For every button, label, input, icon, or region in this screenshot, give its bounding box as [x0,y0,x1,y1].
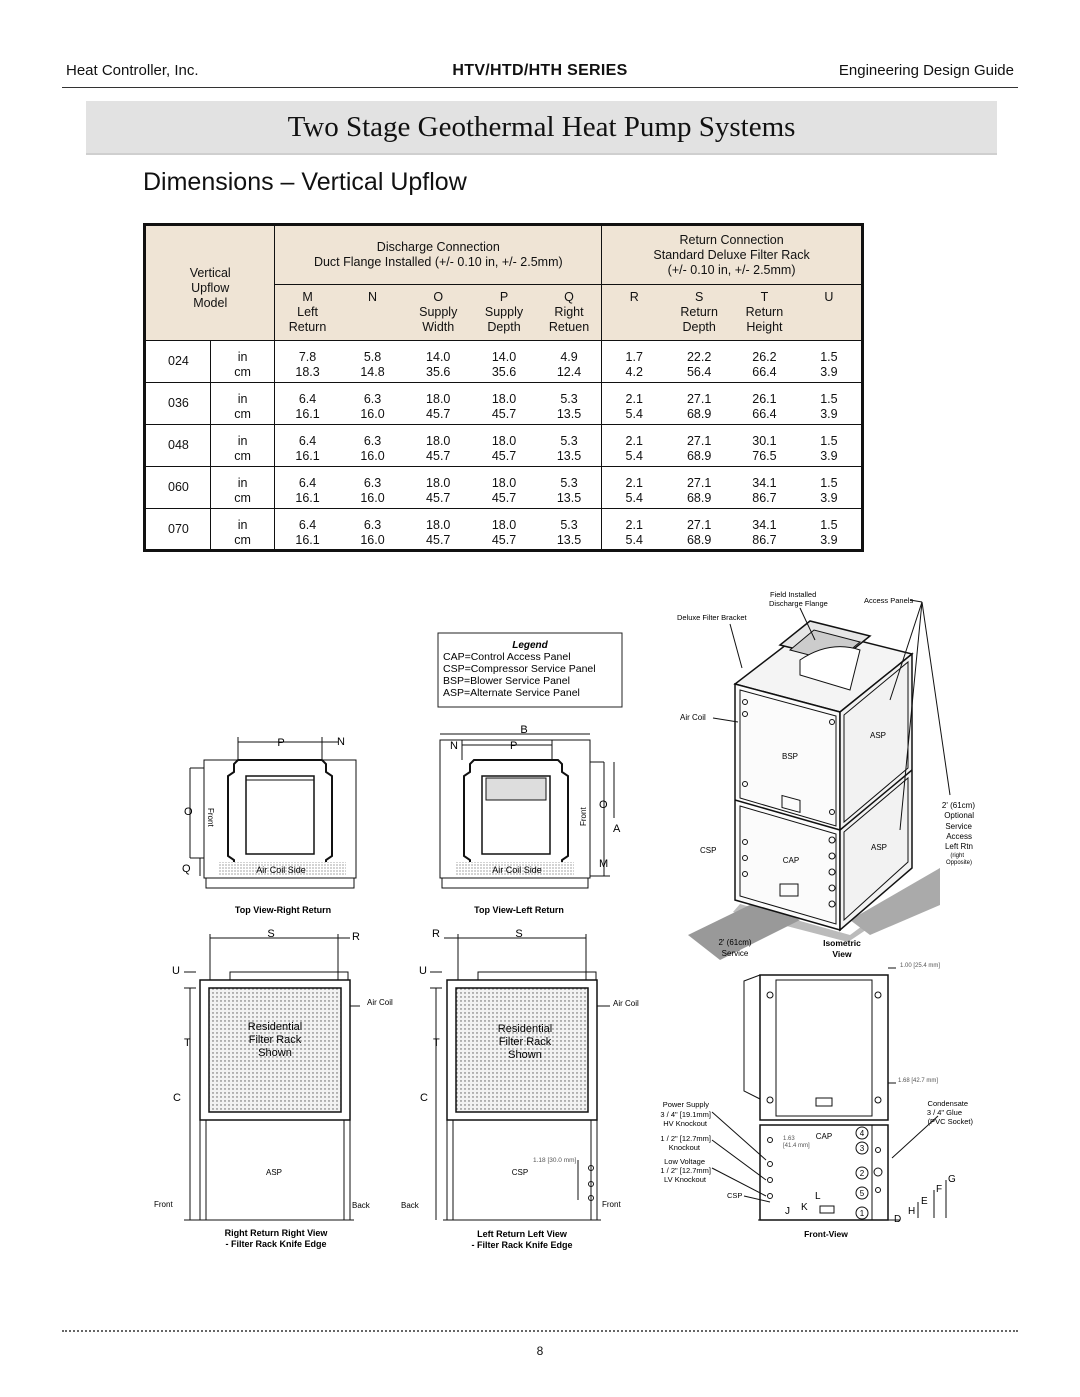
value-cell: 18.0 [491,391,517,406]
value-cell: 13.5 [537,533,602,551]
value-cell: 5.3 [537,509,602,533]
optional-service-label: Optional [944,811,974,820]
access-panels-label: Access Panels [864,596,914,605]
dim-b-label: B [520,724,528,736]
value-cell: 3.9 [797,449,863,467]
air-coil-label: Air Coil [613,999,639,1008]
filter-rack-label: Shown [508,1049,542,1061]
unit-cell: cm [210,533,275,551]
right-opposite-label: Opposite) [945,860,972,866]
front-label: Front [602,1200,621,1209]
value-cell: 14.0 [491,349,517,364]
column-header-line: Retuen [548,320,590,334]
unit-cell: in [210,383,275,407]
value-cell: 12.4 [537,365,602,383]
legend-title: Legend [512,640,548,651]
circle-4-label: 4 [859,1129,865,1138]
condensate-label: (PVC Socket) [927,1117,973,1126]
column-header-line: Width [422,320,455,334]
filter-rack-label: Residential [497,1023,553,1035]
value-cell: 18.0 [491,433,517,448]
value-cell: 6.3 [363,475,382,490]
air-coil-side-label: Air Coil Side [492,865,542,875]
csp-label: CSP [727,1191,743,1200]
return-group-line: Return Connection [679,232,784,247]
value-cell: 2.1 [625,391,643,406]
front-label: Front [579,807,588,826]
column-header-line: Return [680,305,718,319]
model-cell: 024 [145,341,211,383]
value-cell: 16.1 [275,407,340,425]
value-cell: 1.7 [625,349,643,364]
cap-label: CAP [815,1132,833,1141]
field-installed-label: Field Installed [770,590,817,599]
value-cell: 5.4 [602,449,667,467]
front-view-caption: Front-View [804,1229,848,1239]
value-cell: 18.0 [491,517,517,532]
value-cell: 45.7 [405,449,471,467]
unit-cell: cm [210,365,275,383]
condensate-label: 3 / 4" Glue [926,1108,962,1117]
value-cell: 3.9 [797,365,863,383]
value-cell: 6.4 [298,391,317,406]
circle-1-label: 1 [859,1209,865,1218]
model-cell: 070 [145,509,211,551]
air-coil-label: Air Coil [367,998,393,1007]
value-cell: 6.4 [298,475,317,490]
column-header-line: Return [745,305,784,319]
value-cell: 18.3 [275,365,340,383]
column-header-line: M [302,290,313,304]
top-view-left-caption: Top View-Left Return [474,905,564,915]
value-cell: 6.3 [363,391,382,406]
unit-cell: cm [210,407,275,425]
asp-label: ASP [870,843,888,852]
value-cell: 35.6 [405,365,471,383]
column-header-line: Return [288,320,327,334]
unit-cell: in [210,467,275,491]
dim-q-label: Q [182,863,191,875]
value-cell: 5.4 [602,491,667,509]
return-group-line: Standard Deluxe Filter Rack [653,247,810,262]
top-view-right-caption: Top View-Right Return [234,905,332,915]
dim-o-label: O [599,799,608,811]
footer-rule [62,1330,1018,1332]
service-label: 2' (61cm) [718,938,752,947]
value-cell: 13.5 [537,491,602,509]
low-voltage-label: LV Knockout [664,1175,706,1184]
value-cell: 16.0 [340,449,406,467]
knockout-label: Knockout [668,1143,700,1152]
value-cell: 45.7 [471,407,537,425]
legend-line: ASP=Alternate Service Panel [443,687,580,699]
circle-3-label: 3 [859,1144,865,1153]
left-view-caption: - Filter Rack Knife Edge [471,1240,573,1250]
value-cell: 4.2 [602,365,667,383]
value-cell: 1.5 [820,391,838,406]
value-cell: 16.1 [275,533,340,551]
dim-n-label: N [450,740,458,752]
value-cell: 45.7 [471,449,537,467]
section-title: Dimensions – Vertical Upflow [143,168,467,196]
side-view-left-return [430,934,610,1220]
optional-service-label: 2' (61cm) [941,801,975,810]
value-cell: 2.1 [625,433,643,448]
dim-s-label: S [515,928,523,940]
value-cell: 27.1 [686,391,712,406]
dim-118-label: 1.18 [30.0 mm] [533,1157,577,1164]
legend-line: BSP=Blower Service Panel [443,675,570,687]
asp-label: ASP [265,1168,283,1177]
value-cell: 45.7 [405,407,471,425]
back-label: Back [352,1201,370,1210]
value-cell: 5.3 [537,383,602,407]
value-cell: 16.0 [340,491,406,509]
value-cell: 18.0 [426,517,451,532]
value-cell: 66.4 [732,407,797,425]
value-cell: 45.7 [405,533,471,551]
value-cell: 56.4 [666,365,732,383]
value-cell: 13.5 [537,407,602,425]
model-cell: 036 [145,383,211,425]
circle-2-label: 2 [859,1169,865,1178]
value-cell: 6.4 [298,517,317,532]
dim-m-label: M [599,858,609,870]
cap-label: CAP [782,856,800,865]
front-label: Front [154,1200,173,1209]
value-cell: 18.0 [426,391,451,406]
value-cell: 16.1 [275,449,340,467]
model-cell: 060 [145,467,211,509]
value-cell: 1.5 [820,433,838,448]
value-cell: 27.1 [686,433,712,448]
dim-n-label: N [337,736,345,748]
dim-100-label: 1.00 [25.4 mm] [900,963,941,969]
value-cell: 45.7 [471,491,537,509]
value-cell: 30.1 [752,433,777,448]
column-header-line: Supply [484,305,524,319]
value-cell: 68.9 [666,533,732,551]
dim-p-label: P [510,740,518,752]
value-cell: 45.7 [471,533,537,551]
value-cell: 68.9 [666,491,732,509]
low-voltage-label: Low Voltage [664,1157,705,1166]
dim-t-label: T [433,1037,440,1049]
unit-cell: in [210,509,275,533]
circle-5-label: 5 [859,1189,865,1198]
column-header-line: Depth [682,320,716,334]
page-number: 8 [536,1344,544,1358]
value-cell: 18.0 [426,433,451,448]
dim-s-label: S [267,928,275,940]
column-header-line: T [760,290,769,304]
value-cell: 5.8 [363,349,382,364]
power-supply-label: HV Knockout [663,1119,707,1128]
dim-g-label: G [948,1174,956,1185]
model-header-line: Model [193,295,228,310]
column-header-line: U [824,290,834,304]
condensate-label: Condensate [927,1099,968,1108]
value-cell: 3.9 [797,407,863,425]
column-header-line: Q [564,290,574,304]
isometric-caption: View [832,949,852,959]
power-supply-label: 3 / 4" [19.1mm] [660,1110,711,1119]
dim-j-label: J [785,1206,790,1217]
right-view-caption: Right Return Right View [224,1228,328,1238]
value-cell: 5.3 [537,425,602,449]
value-cell: 66.4 [732,365,797,383]
isometric-caption: Isometric [823,938,861,948]
dim-l-label: L [815,1191,821,1202]
dim-t-label: T [184,1037,191,1049]
filter-rack-label: Residential [247,1021,303,1033]
return-group-line: (+/- 0.10 in, +/- 2.5mm) [667,262,796,277]
column-header-line: Supply [419,305,458,319]
filter-rack-label: Filter Rack [248,1034,302,1046]
dim-h-label: H [908,1206,916,1217]
value-cell: 1.5 [820,349,838,364]
value-cell: 4.9 [537,341,602,365]
value-cell: 68.9 [666,407,732,425]
column-header-line: Left [297,305,318,319]
column-header-line: Depth [487,320,521,334]
front-view [712,968,946,1220]
column-header-line: R [629,290,639,304]
dim-163-label: [41.4 mm] [783,1143,810,1149]
front-label: Front [206,808,215,827]
csp-label: CSP [511,1168,529,1177]
value-cell: 86.7 [732,491,797,509]
isometric-view [688,600,950,960]
value-cell: 34.1 [752,517,777,532]
value-cell: 76.5 [732,449,797,467]
value-cell: 5.4 [602,407,667,425]
value-cell: 27.1 [686,517,712,532]
value-cell: 13.5 [537,449,602,467]
csp-label: CSP [700,846,717,855]
air-coil-label: Air Coil [680,713,706,722]
value-cell: 14.0 [426,349,451,364]
air-coil-side-label: Air Coil Side [256,865,306,875]
value-cell: 6.4 [298,433,317,448]
service-label: Service [721,949,749,958]
dim-163-label: 1.63 [783,1136,795,1142]
power-supply-label: Power Supply [662,1100,709,1109]
dim-r-label: R [352,931,360,943]
column-header-line: P [499,290,509,304]
dim-c-label: C [420,1092,428,1104]
column-header-line: S [694,290,704,304]
column-header-line: Right [554,305,584,319]
dim-168-label: 1.68 [42.7 mm] [898,1078,939,1084]
value-cell: 16.0 [340,407,406,425]
right-view-caption: - Filter Rack Knife Edge [225,1239,327,1249]
value-cell: 18.0 [491,475,517,490]
model-cell: 048 [145,425,211,467]
value-cell: 35.6 [471,365,537,383]
discharge-group-line: Discharge Connection [376,240,500,254]
value-cell: 2.1 [625,475,643,490]
value-cell: 27.1 [686,475,712,490]
knockout-label: 1 / 2" [12.7mm] [660,1134,711,1143]
value-cell: 5.3 [537,467,602,491]
value-cell: 18.0 [426,475,451,490]
value-cell: 68.9 [666,449,732,467]
company-name: Heat Controller, Inc. [66,62,199,79]
value-cell: 6.3 [363,433,382,448]
value-cell: 45.7 [405,491,471,509]
legend-line: CSP=Compressor Service Panel [443,663,596,675]
column-header-line: O [433,290,444,304]
value-cell: 7.8 [298,349,317,364]
guide-title: Engineering Design Guide [838,62,1014,79]
legend-box [438,633,622,707]
dim-d-label: D [894,1214,902,1225]
value-cell: 6.3 [363,517,382,532]
bsp-label: BSP [781,752,799,761]
left-view-caption: Left Return Left View [477,1229,567,1239]
value-cell: 2.1 [625,517,643,532]
value-cell: 34.1 [752,475,777,490]
right-opposite-label: (right [950,853,964,859]
value-cell: 86.7 [732,533,797,551]
value-cell: 22.2 [686,349,712,364]
discharge-group-line: Duct Flange Installed (+/- 0.10 in, +/- 2.5mm) [313,255,563,269]
model-header-line: Vertical [189,265,231,280]
dim-u-label: U [172,965,180,977]
value-cell: 26.2 [752,349,777,364]
unit-cell: cm [210,449,275,467]
dim-k-label: K [801,1202,808,1213]
optional-service-label: Access [946,832,972,841]
low-voltage-label: 1 / 2" [12.7mm] [660,1166,711,1175]
unit-cell: in [210,425,275,449]
front-view-labels [660,963,973,1239]
optional-service-label: Service [945,822,972,831]
discharge-flange-label: Discharge Flange [769,599,828,608]
page-banner-title: Two Stage Geothermal Heat Pump Systems [86,101,997,155]
dim-u-label: U [419,965,427,977]
side-view-right-return [184,934,360,1220]
filter-rack-label: Shown [258,1047,292,1059]
value-cell: 1.5 [820,517,838,532]
value-cell: 3.9 [797,491,863,509]
dim-r-label: R [432,928,440,940]
value-cell: 3.9 [797,533,863,551]
value-cell: 1.5 [820,475,838,490]
column-header-line: N [368,290,378,304]
unit-cell: in [210,341,275,365]
value-cell: 26.1 [752,391,777,406]
back-label: Back [401,1201,419,1210]
model-header-line: Upflow [191,280,230,295]
filter-rack-label: Filter Rack [498,1036,552,1048]
dim-p-label: P [277,737,285,749]
dim-o-label: O [184,806,193,818]
dim-c-label: C [173,1092,181,1104]
unit-cell: cm [210,491,275,509]
legend-line: CAP=Control Access Panel [443,651,571,663]
series-title: HTV/HTD/HTH SERIES [452,62,628,79]
column-header-line: Height [746,320,783,334]
asp-label: ASP [869,731,887,740]
top-view-left-labels [450,724,621,915]
value-cell: 16.1 [275,491,340,509]
dim-f-label: F [936,1184,943,1195]
value-cell: 16.0 [340,533,406,551]
deluxe-filter-bracket-label: Deluxe Filter Bracket [677,613,747,622]
value-cell: 14.8 [340,365,406,383]
value-cell: 5.4 [602,533,667,551]
optional-service-label: Left Rtn [944,842,973,851]
dim-e-label: E [921,1196,928,1207]
dim-a-label: A [613,823,621,835]
